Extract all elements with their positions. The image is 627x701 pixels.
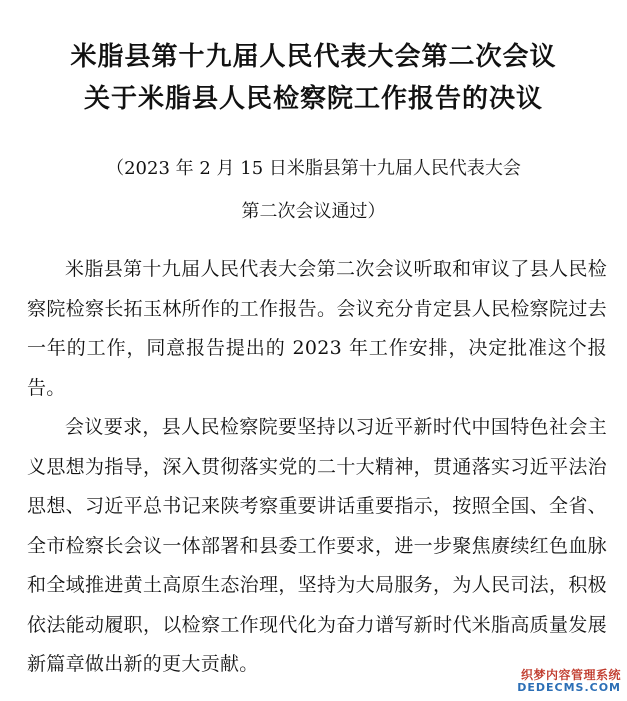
watermark-cn-text: 织梦内容管理系统 [520, 668, 621, 682]
adoption-note-line-2: 第二次会议通过） [241, 201, 386, 222]
document-title-line-2: 关于米脂县人民检察院工作报告的决议 [83, 84, 543, 114]
body-paragraph-1: 米脂县第十九届人民代表大会第二次会议听取和审议了县人民检察院检察长拓玉林所作的工作报告。会议充分肯定县人民检察院过去一年的工作，同意报告提出的 2023 年工作安排，决定批准这个报告。 [27, 258, 607, 399]
adoption-note-line-1: （2023 年 2 月 15 日米脂县第十九届人民代表大会 [106, 158, 521, 179]
body-paragraph-2: 会议要求，县人民检察院要坚持以习近平新时代中国特色社会主义思想为指导，深入贯彻落实党的二十大精神，贯通落实习近平法治思想、习近平总书记来陕考察重要讲话重要指示，按照全国、全省、全市检察长会议一体部署和县委工作要求，进一步聚焦赓续红色血脉和全域推进黄土高原生态治理，坚持为大局服务，为人民司法，积极依法能动履职，以检察工作现代化为奋力谱写新时代米脂高质量发展新篇章做出新的更大贡献。 [27, 416, 607, 675]
watermark-logo [517, 669, 621, 693]
document-title-line-1: 米脂县第十九届人民代表大会第二次会议 [70, 42, 557, 72]
watermark-en-text: DEDECMS.COM [517, 681, 621, 694]
